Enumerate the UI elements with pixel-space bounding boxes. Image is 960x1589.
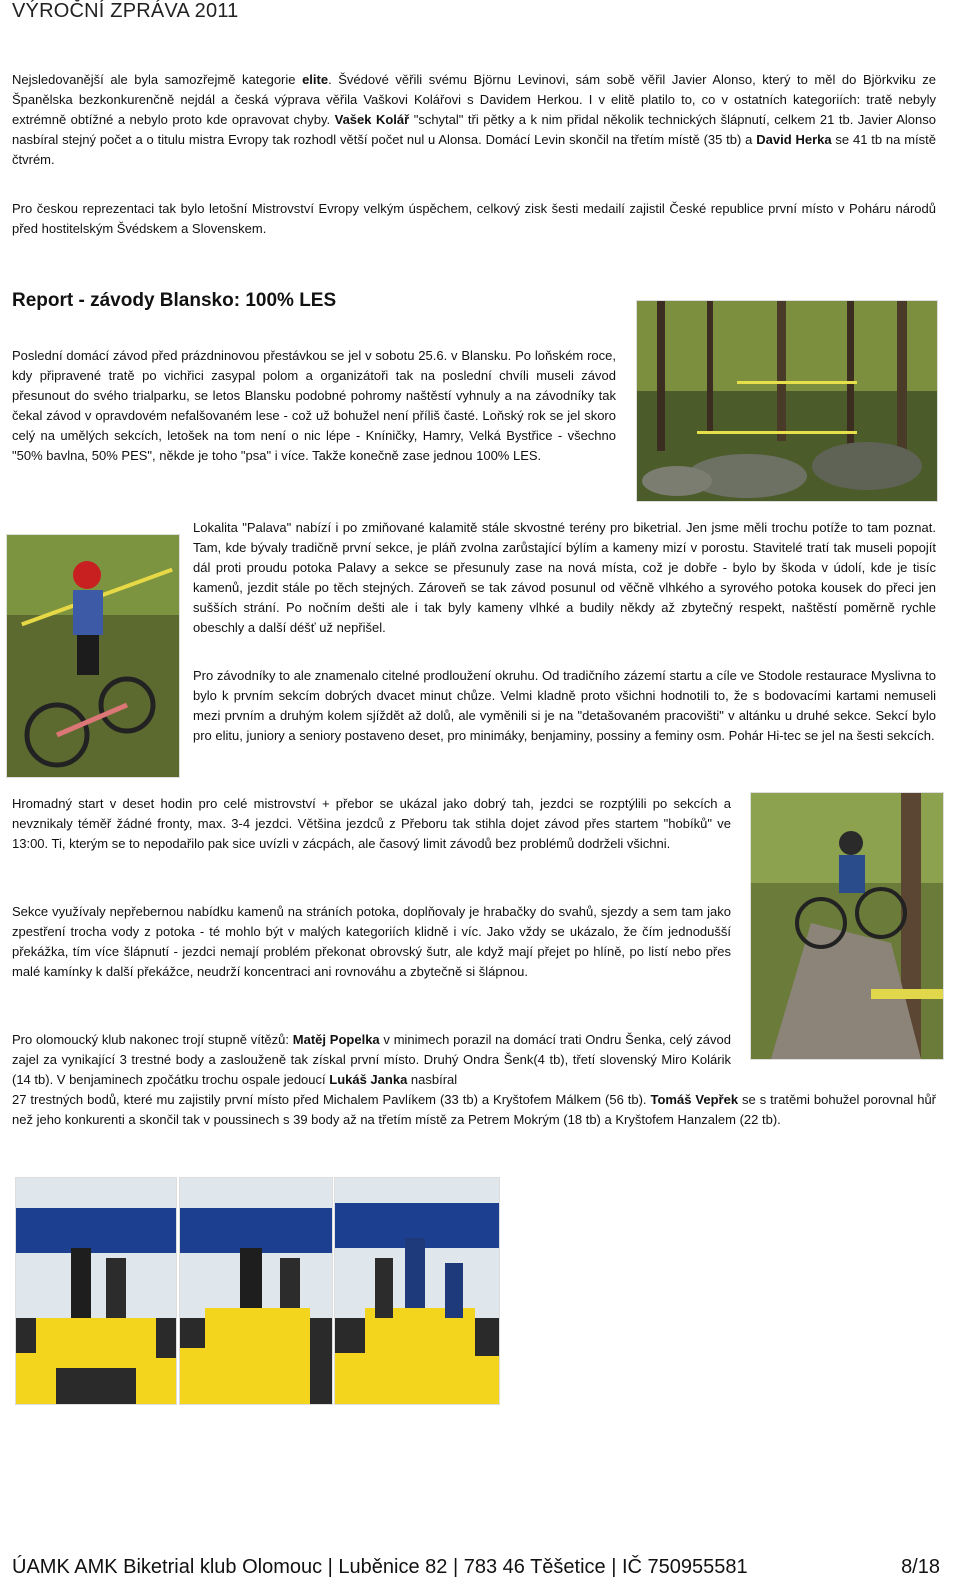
paragraph-mass-start xyxy=(12,794,731,854)
text-run: v minimech porazil na domácí trati Ondru Šenka, celý závod zajel za vynikající 3 trestné body a zaslouženě tak získal první místo. Druhý Ondra Šenk(4 tb), třetí slovenský Miro Kolárik (14 tb). V benjaminech zpočátku trochu ospale jedoucí xyxy=(12,1032,731,1087)
bold-name: elite xyxy=(302,72,329,87)
rider-image xyxy=(7,535,179,777)
paragraph-results xyxy=(12,1030,731,1090)
paragraph-elite xyxy=(12,70,936,170)
text-run: Pro olomoucký klub nakonec trojí stupně vítězů: xyxy=(12,1032,293,1047)
paragraph-palava xyxy=(193,518,936,638)
bold-name: Vašek Kolář xyxy=(334,112,410,127)
rider-image-right xyxy=(751,793,943,1059)
text-run: . Švédové věřili svému Björnu Levinovi, sám sobě věřil Javier Alonso, který to měl do Björkviku ze Španělska bezkonkurenčně nejdál a česká výprava věřila Vaškovi Kolářovi s Davidem Herkou. I v elitě platilo to, co v ostatních kategoriích: tratě nebyly extrémně obtížné a nebylo proto kde opravovat chyby. xyxy=(12,72,936,127)
text-run: Pro českou reprezentaci tak bylo letošní Mistrovství Evropy velkým úspěchem, celkový zisk šesti medailí zajistil České republice první místo v Poháru národů před hostitelským Švédskem a Slovenskem. xyxy=(12,201,936,236)
text-run: nasbíral xyxy=(407,1072,458,1087)
podium-photo-1 xyxy=(15,1177,177,1405)
text-run: Poslední domácí závod před prázdninovou přestávkou se jel v sobotu 25.6. v Blansku. Po loňském roce, kdy připravené tratě po vichřici zasypal polom a organizátoři tak na poslední chvíli museli závod přesunout do svého trialparku, se letos Blansku podobné pohromy naštěstí vyhnuly a na závodníky tak čekal závod v opravdovém nefalšovaném lese - což už bohužel není příliš časté. Loňský rok se jel skoro celý na umělých sekcích, letošek na tom není o nic lépe - Kníničky, Hamry, Velká Bystřice - všechno "50% bavlna, 50% PES", někde je toho "psa" i více. Takže konečně zase jednou 100% LES. xyxy=(12,348,616,463)
text-run: Pro závodníky to ale znamenalo citelné prodloužení okruhu. Od tradičního zázemí startu a cíle ve Stodole restaurace Myslivna to bylo k prvním sekcím dobrých dvacet minut chůze. Velmi kladně proto všichni hodnotili to, že s bodovacími kartami nemuseli mezi prvním a druhým kolem sjíždět až dolů, ale vyměnili si je na "detašovaném pracovišti" v altánku u druhé sekce. Sekcí bylo pro elitu, juniory a seniory postaveno deset, pro minimáky, benjaminy, possiny a feminy osm. Pohár Hi-tec se jel na šesti sekcích. xyxy=(193,668,936,743)
text-run: Hromadný start v deset hodin pro celé mistrovství + přebor se ukázal jako dobrý tah, jezdci se rozptýlili po sekcích a nevznikaly téměř žádné fronty, max. 3-4 jezdci. Většina jezdců z Přeboru tak stihla dojet závod přes startem "hobíků" ve 13:00. Ti, kterým se to nepodařilo pak sice uvízli v zácpách, ale časový limit závodů bez problémů dodrželi všichni. xyxy=(12,796,731,851)
text-run: se s tratěmi bohužel porovnal hůř než jeho konkurenti a skončil tak v poussinech s 39 body až na třetím místě za Petrem Mokrým (18 tb) a Kryštofem Hanzalem (22 tb). xyxy=(12,1092,936,1127)
text-run: Nejsledovanější ale byla samozřejmě kategorie xyxy=(12,72,303,87)
paragraph-blansko-intro xyxy=(12,346,616,466)
text-run: "schytal" tři pětky a k nim přidal několik technických šlápnutí, celkem 21 tb. Javier Alonso nasbíral stejný počet a o titulu mistra Evropy tak rozhodl větší počet nul u Alonsa. Domácí Levin skončil na třetím místě (35 tb) a xyxy=(12,112,937,147)
text-run: Sekce využívaly nepřebernou nabídku kamenů na stráních potoka, doplňovaly je hrabačky do svahů, sjezdy a sem tam jako zpestření trocha vody z potoka - té mohlo být v malých kategoriích klidně i víc. Jako vždy se ukázalo, že čím jednodušší překážka, tím více šlápnutí - jezdci nemají problém překonat obrovský šutr, ale když mají přejet po hlíně, po listí nebo přes malé kamínky k další překážce, neudrží koncentraci ani rovnováhu a zbytečně si šlápnou. xyxy=(12,904,731,979)
paragraph-sections xyxy=(12,902,731,982)
podium-image-3 xyxy=(335,1178,499,1404)
text-run: 27 trestných bodů, které mu zajistily první místo před Michalem Pavlíkem (33 tb) a Kryštofem Málkem (56 tb). xyxy=(12,1092,651,1107)
paragraph-circuit xyxy=(193,666,936,746)
bold-name: Matěj Popelka xyxy=(292,1032,380,1047)
rider-photo-left xyxy=(6,534,180,778)
paragraph-nations-cup xyxy=(12,199,936,239)
text-run: Lokalita "Palava" nabízí i po zmiňované kalamitě stále skvostné terény pro biketrial. Jen jsme měli trochu potíže to tam poznat. Tam, kde bývaly tradičně první sekce, je pláň zvolna zarůstající býlím a kameny mizí v porostu. Stavitelé tratí tak museli popojít dál proti proudu potoka Palavy a sekce se přesunuly zase na nová místa, což je dobře - bylo by škoda v údolí, kde je tisíc kamenů, jezdit stále po těch stejných. Zároveň se tak závod posunul od věčně vlhkého a syrového potoka kousek do přeci jen sušších strání. Po nočním dešti ale i tak byly kameny vlhké a budily někdy až zbytečný respekt, naštěstí poměrně rychle obeschly a další déšť už nepřišel. xyxy=(193,520,936,635)
footer-address: ÚAMK AMK Biketrial klub Olomouc | Luběnice 82 | 783 46 Těšetice | IČ 750955581 xyxy=(12,1556,748,1578)
section-heading-blansko: Report - závody Blansko: 100% LES xyxy=(12,290,337,311)
rider-photo-right xyxy=(750,792,944,1060)
podium-photo-2 xyxy=(179,1177,333,1405)
forest-image xyxy=(637,301,937,501)
bold-name: Tomáš Vepřek xyxy=(650,1092,739,1107)
paragraph-results-cont xyxy=(12,1090,936,1130)
page-header-title: VÝROČNÍ ZPRÁVA 2011 xyxy=(12,0,239,22)
page-number: 8/18 xyxy=(901,1556,940,1578)
bold-name: Lukáš Janka xyxy=(329,1072,408,1087)
bold-name: David Herka xyxy=(756,132,832,147)
podium-photo-3 xyxy=(334,1177,500,1405)
page-footer xyxy=(12,1556,940,1579)
podium-image-1 xyxy=(16,1178,176,1404)
podium-image-2 xyxy=(180,1178,332,1404)
text-run: se 41 tb na místě čtvrém. xyxy=(12,132,936,167)
forest-photo xyxy=(636,300,938,502)
